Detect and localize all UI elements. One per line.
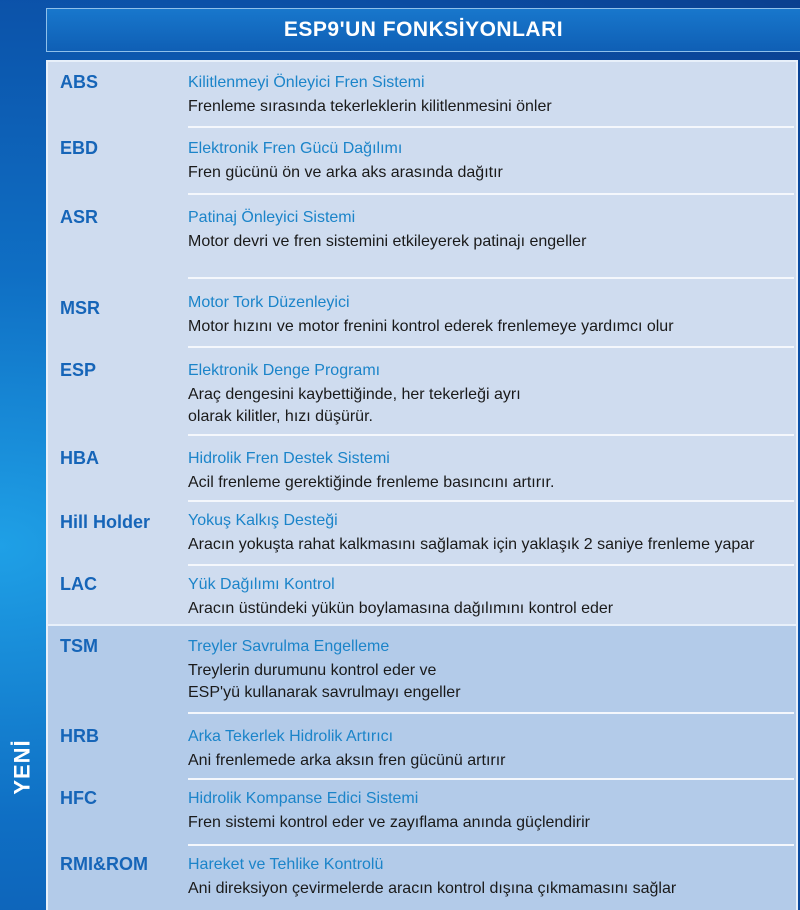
function-abbr: ASR (60, 207, 99, 227)
function-desc: Treylerin durumunu kontrol eder ve ESP'yü kullanarak savrulmayı engeller (188, 662, 461, 701)
function-abbr: EBD (60, 138, 99, 158)
function-name: Treyler Savrulma Engelleme (188, 638, 390, 655)
row-divider (188, 500, 794, 502)
function-desc: Motor hızını ve motor frenini kontrol ederek frenlemeye yardımcı olur (188, 318, 674, 335)
function-desc: Frenleme sırasında tekerleklerin kilitlenmesini önler (188, 98, 552, 115)
new-section-label (0, 624, 46, 910)
function-abbr: TSM (60, 636, 98, 656)
function-abbr: Hill Holder (60, 512, 151, 532)
function-name: Motor Tork Düzenleyici (188, 294, 350, 311)
function-name: Hidrolik Fren Destek Sistemi (188, 450, 390, 467)
row-divider (188, 434, 794, 436)
function-name: Yokuş Kalkış Desteği (188, 512, 338, 529)
new-label-text: YENİ (10, 739, 36, 795)
function-desc: Aracın yokuşta rahat kalkmasını sağlamak için yaklaşık 2 saniye frenleme yapar (188, 536, 755, 553)
function-abbr: HBA (60, 448, 99, 468)
function-name: Hidrolik Kompanse Edici Sistemi (188, 790, 419, 807)
function-name: Hareket ve Tehlike Kontrolü (188, 856, 384, 873)
row-divider (188, 346, 794, 348)
function-desc: Motor devri ve fren sistemini etkileyerek patinajı engeller (188, 233, 587, 250)
function-desc: Ani frenlemede arka aksın fren gücünü artırır (188, 752, 506, 769)
function-desc: Araç dengesini kaybettiğinde, her tekerleği ayrı olarak kilitler, hızı düşürür. (188, 386, 521, 425)
function-name: Patinaj Önleyici Sistemi (188, 209, 356, 226)
row-divider (188, 277, 794, 279)
function-desc: Fren gücünü ön ve arka aks arasında dağıtır (188, 164, 503, 181)
row-divider (188, 193, 794, 195)
function-desc: Acil frenleme gerektiğinde frenleme basıncını artırır. (188, 474, 555, 491)
function-name: Yük Dağılımı Kontrol (188, 576, 335, 593)
function-desc: Fren sistemi kontrol eder ve zayıflama anında güçlendirir (188, 814, 590, 831)
row-divider (188, 564, 794, 566)
row-divider (188, 778, 794, 780)
function-name: Kilitlenmeyi Önleyici Fren Sistemi (188, 74, 425, 91)
function-name: Elektronik Denge Programı (188, 362, 381, 379)
function-abbr: ABS (60, 72, 99, 92)
function-abbr: ESP (60, 360, 97, 380)
function-abbr: HRB (60, 726, 99, 746)
function-abbr: MSR (60, 298, 100, 318)
function-name: Arka Tekerlek Hidrolik Artırıcı (188, 728, 394, 745)
function-desc: Ani direksiyon çevirmelerde aracın kontrol dışına çıkmamasını sağlar (188, 880, 677, 897)
function-name: Elektronik Fren Gücü Dağılımı (188, 140, 403, 157)
function-abbr: HFC (60, 788, 97, 808)
page-title: ESP9'UN FONKSİYONLARI (46, 8, 800, 52)
function-desc: Aracın üstündeki yükün boylamasına dağılımını kontrol eder (188, 600, 614, 617)
row-divider (188, 712, 794, 714)
function-abbr: LAC (60, 574, 97, 594)
function-abbr: RMI&ROM (60, 854, 148, 874)
row-divider (188, 844, 794, 846)
row-divider (188, 126, 794, 128)
